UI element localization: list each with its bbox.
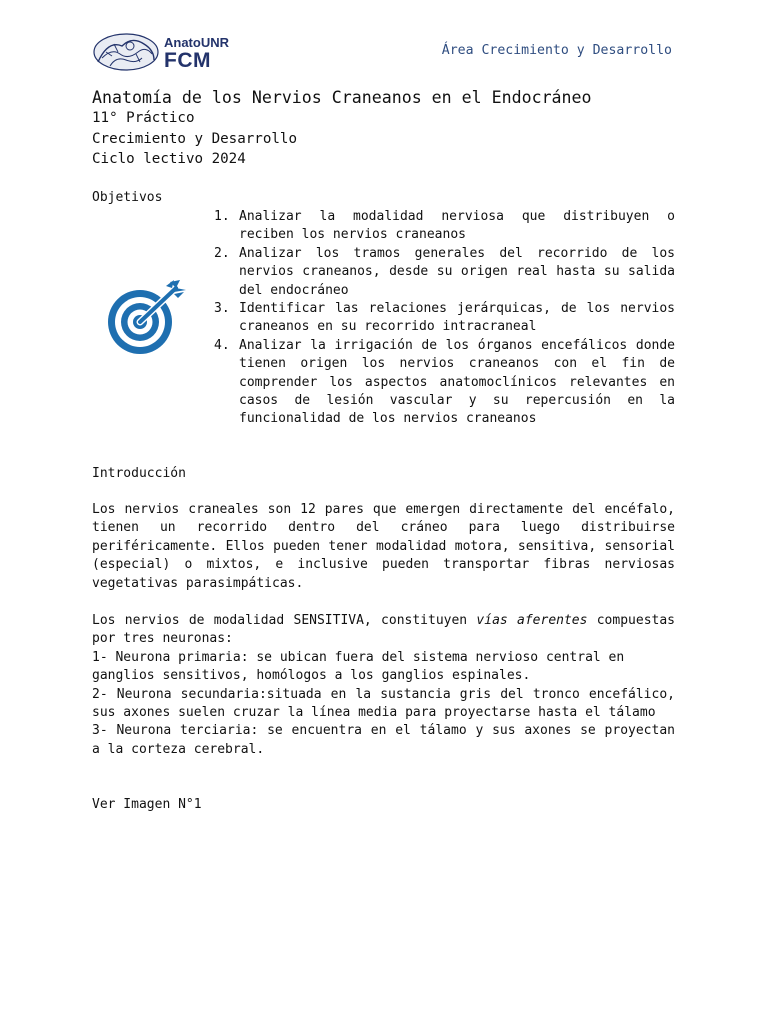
introduction-heading: Introducción — [92, 466, 186, 481]
list-item-text: Identificar las relaciones jerárquicas, de los nervios craneanos en su recorrido intracraneal — [239, 301, 675, 335]
list-item-number: 2. — [214, 245, 230, 261]
neuron-tertiary-text: 3- Neurona terciaria: se encuentra en el tálamo y sus axones se proyectan a la corteza cerebral. — [92, 723, 675, 757]
target-icon — [100, 278, 190, 358]
list-item — [214, 208, 675, 245]
objectives-heading: Objetivos — [92, 190, 163, 205]
list-item-text: Analizar los tramos generales del recorrido de los nervios craneanos, desde su origen real hasta su salida del endocráneo — [239, 245, 675, 298]
page-header — [92, 30, 676, 76]
sensory-intro-start: Los nervios de modalidad SENSITIVA, constituyen — [92, 613, 477, 628]
neuron-secondary-text: 2- Neurona secundaria:situada en la sustancia gris del tronco encefálico, sus axones suelen cruzar la línea media para proyectarse hasta el tálamo — [92, 686, 675, 721]
logo-text-anatounr: AnatoUNR — [164, 35, 229, 50]
logo-text-fcm: FCM — [164, 49, 211, 72]
list-item — [214, 300, 675, 337]
list-item-number: 1. — [214, 209, 230, 224]
list-item-number: 3. — [214, 301, 230, 317]
sensory-intro-end: compuestas por tres neuronas: — [92, 613, 676, 647]
sensory-pathway-section — [92, 612, 675, 759]
list-item — [214, 245, 675, 300]
list-item-text: Analizar la irrigación de los órganos encefálicos donde tienen origen los nervios craneanos con el fin de comprender los aspectos anatomoclínicos relevantes en casos de lesión vascular y su repercusión en la funcionalidad de los nervios craneanos — [239, 337, 675, 427]
area-label: Área Crecimiento y Desarrollo — [441, 43, 672, 58]
practico-number: 11° Práctico — [92, 110, 195, 126]
sensory-intro-text — [92, 612, 675, 649]
school-year: Ciclo lectivo 2024 — [92, 151, 246, 167]
objectives-list — [214, 208, 675, 429]
introduction-paragraph: Los nervios craneales son 12 pares que emergen directamente del encéfalo, tienen un recorrido dentro del cráneo para luego distribuirse periféricamente. Ellos pueden tener modalidad motora, sensitiva, sensorial (especial) o mixtos, e inclusive pueden transportar fibras nerviosas vegetativas parasimpáticas. — [92, 502, 675, 591]
title-block — [92, 88, 682, 170]
see-image-reference: Ver Imagen N°1 — [92, 797, 202, 812]
afferent-pathways-term: vías aferentes — [476, 613, 588, 628]
emblem-icon — [92, 32, 160, 72]
neuron-primary-text: 1- Neurona primaria: se ubican fuera del sistema nervioso central en ganglios sensitivos, homólogos a los ganglios espinales. — [92, 649, 625, 684]
anatounr-logo — [92, 30, 229, 74]
list-item-number: 4. — [214, 337, 230, 353]
subject-name: Crecimiento y Desarrollo — [92, 130, 297, 147]
document-title: Anatomía de los Nervios Craneanos en el Endocráneo — [92, 88, 592, 107]
list-item-text: Analizar la modalidad nerviosa que distribuyen o reciben los nervios craneanos — [239, 209, 675, 243]
list-item — [214, 337, 675, 429]
